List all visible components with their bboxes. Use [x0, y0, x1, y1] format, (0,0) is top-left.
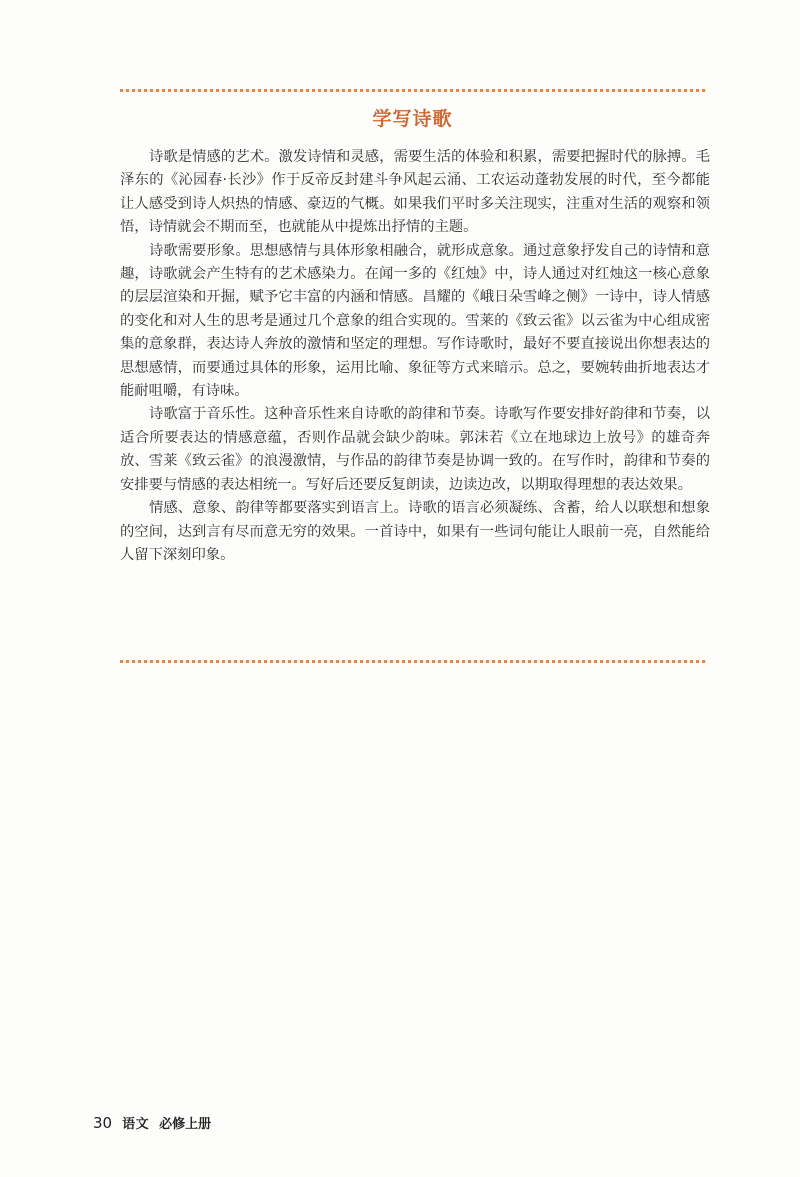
paragraph-imagery: 诗歌需要形象。思想感情与具体形象相融合，就形成意象。通过意象抒发自己的诗情和意趣，诗歌就会产生特有的艺术感染力。在闻一多的《红烛》中，诗人通过对红烛这一核心意象的层层渲染和开掘，赋予它丰富的内涵和情感。昌耀的《峨日朵雪峰之侧》一诗中，诗人情感的变化和对人生的思考是通过几个意象的组合实现的。雪莱的《致云雀》以云雀为中心组成密集的意象群，表达诗人奔放的激情和坚定的理想。写作诗歌时，最好不要直接说出你想表达的思想感情，而要通过具体的形象，运用比喻、象征等方式来暗示。总之，要婉转曲折地表达才能耐咀嚼，有诗味。: [120, 242, 710, 400]
paragraph-emotion: 诗歌是情感的艺术。激发诗情和灵感，需要生活的体验和积累，需要把握时代的脉搏。毛泽东的《沁园春·长沙》作于反帝反封建斗争风起云涌、工农运动蓬勃发展的时代，至今都能让人感受到诗人炽热的情感、豪迈的气概。如果我们平时多关注现实，注重对生活的观察和领悟，诗情就会不期而至，也就能从中提炼出抒情的主题。: [120, 149, 710, 236]
book-volume: 必修上册: [159, 1117, 212, 1132]
section-title: 学写诗歌: [372, 108, 453, 130]
page-number: 30: [93, 1114, 113, 1132]
paragraph-language: 情感、意象、韵律等都要落实到语言上。诗歌的语言必须凝练、含蓄，给人以联想和想象的空间，达到言有尽而意无穷的效果。一首诗中，如果有一些词句能让人眼前一亮，自然能给人留下深刻印象。: [120, 500, 710, 563]
top-dotted-divider: [120, 89, 705, 92]
page-footer: [93, 1113, 211, 1132]
bottom-dotted-divider: [120, 660, 705, 663]
paragraph-musicality: 诗歌富于音乐性。这种音乐性来自诗歌的韵律和节奏。诗歌写作要安排好韵律和节奏，以适合所要表达的情感意蕴，否则作品就会缺少韵味。郭沫若《立在地球边上放号》的雄奇奔放、雪莱《致云雀》的浪漫激情，与作品的韵律节奏是协调一致的。在写作时，韵律和节奏的安排要与情感的表达相统一。写好后还要反复朗读，边读边改，以期取得理想的表达效果。: [120, 406, 710, 493]
book-title: 语文: [122, 1117, 150, 1132]
section-body: [120, 146, 710, 567]
